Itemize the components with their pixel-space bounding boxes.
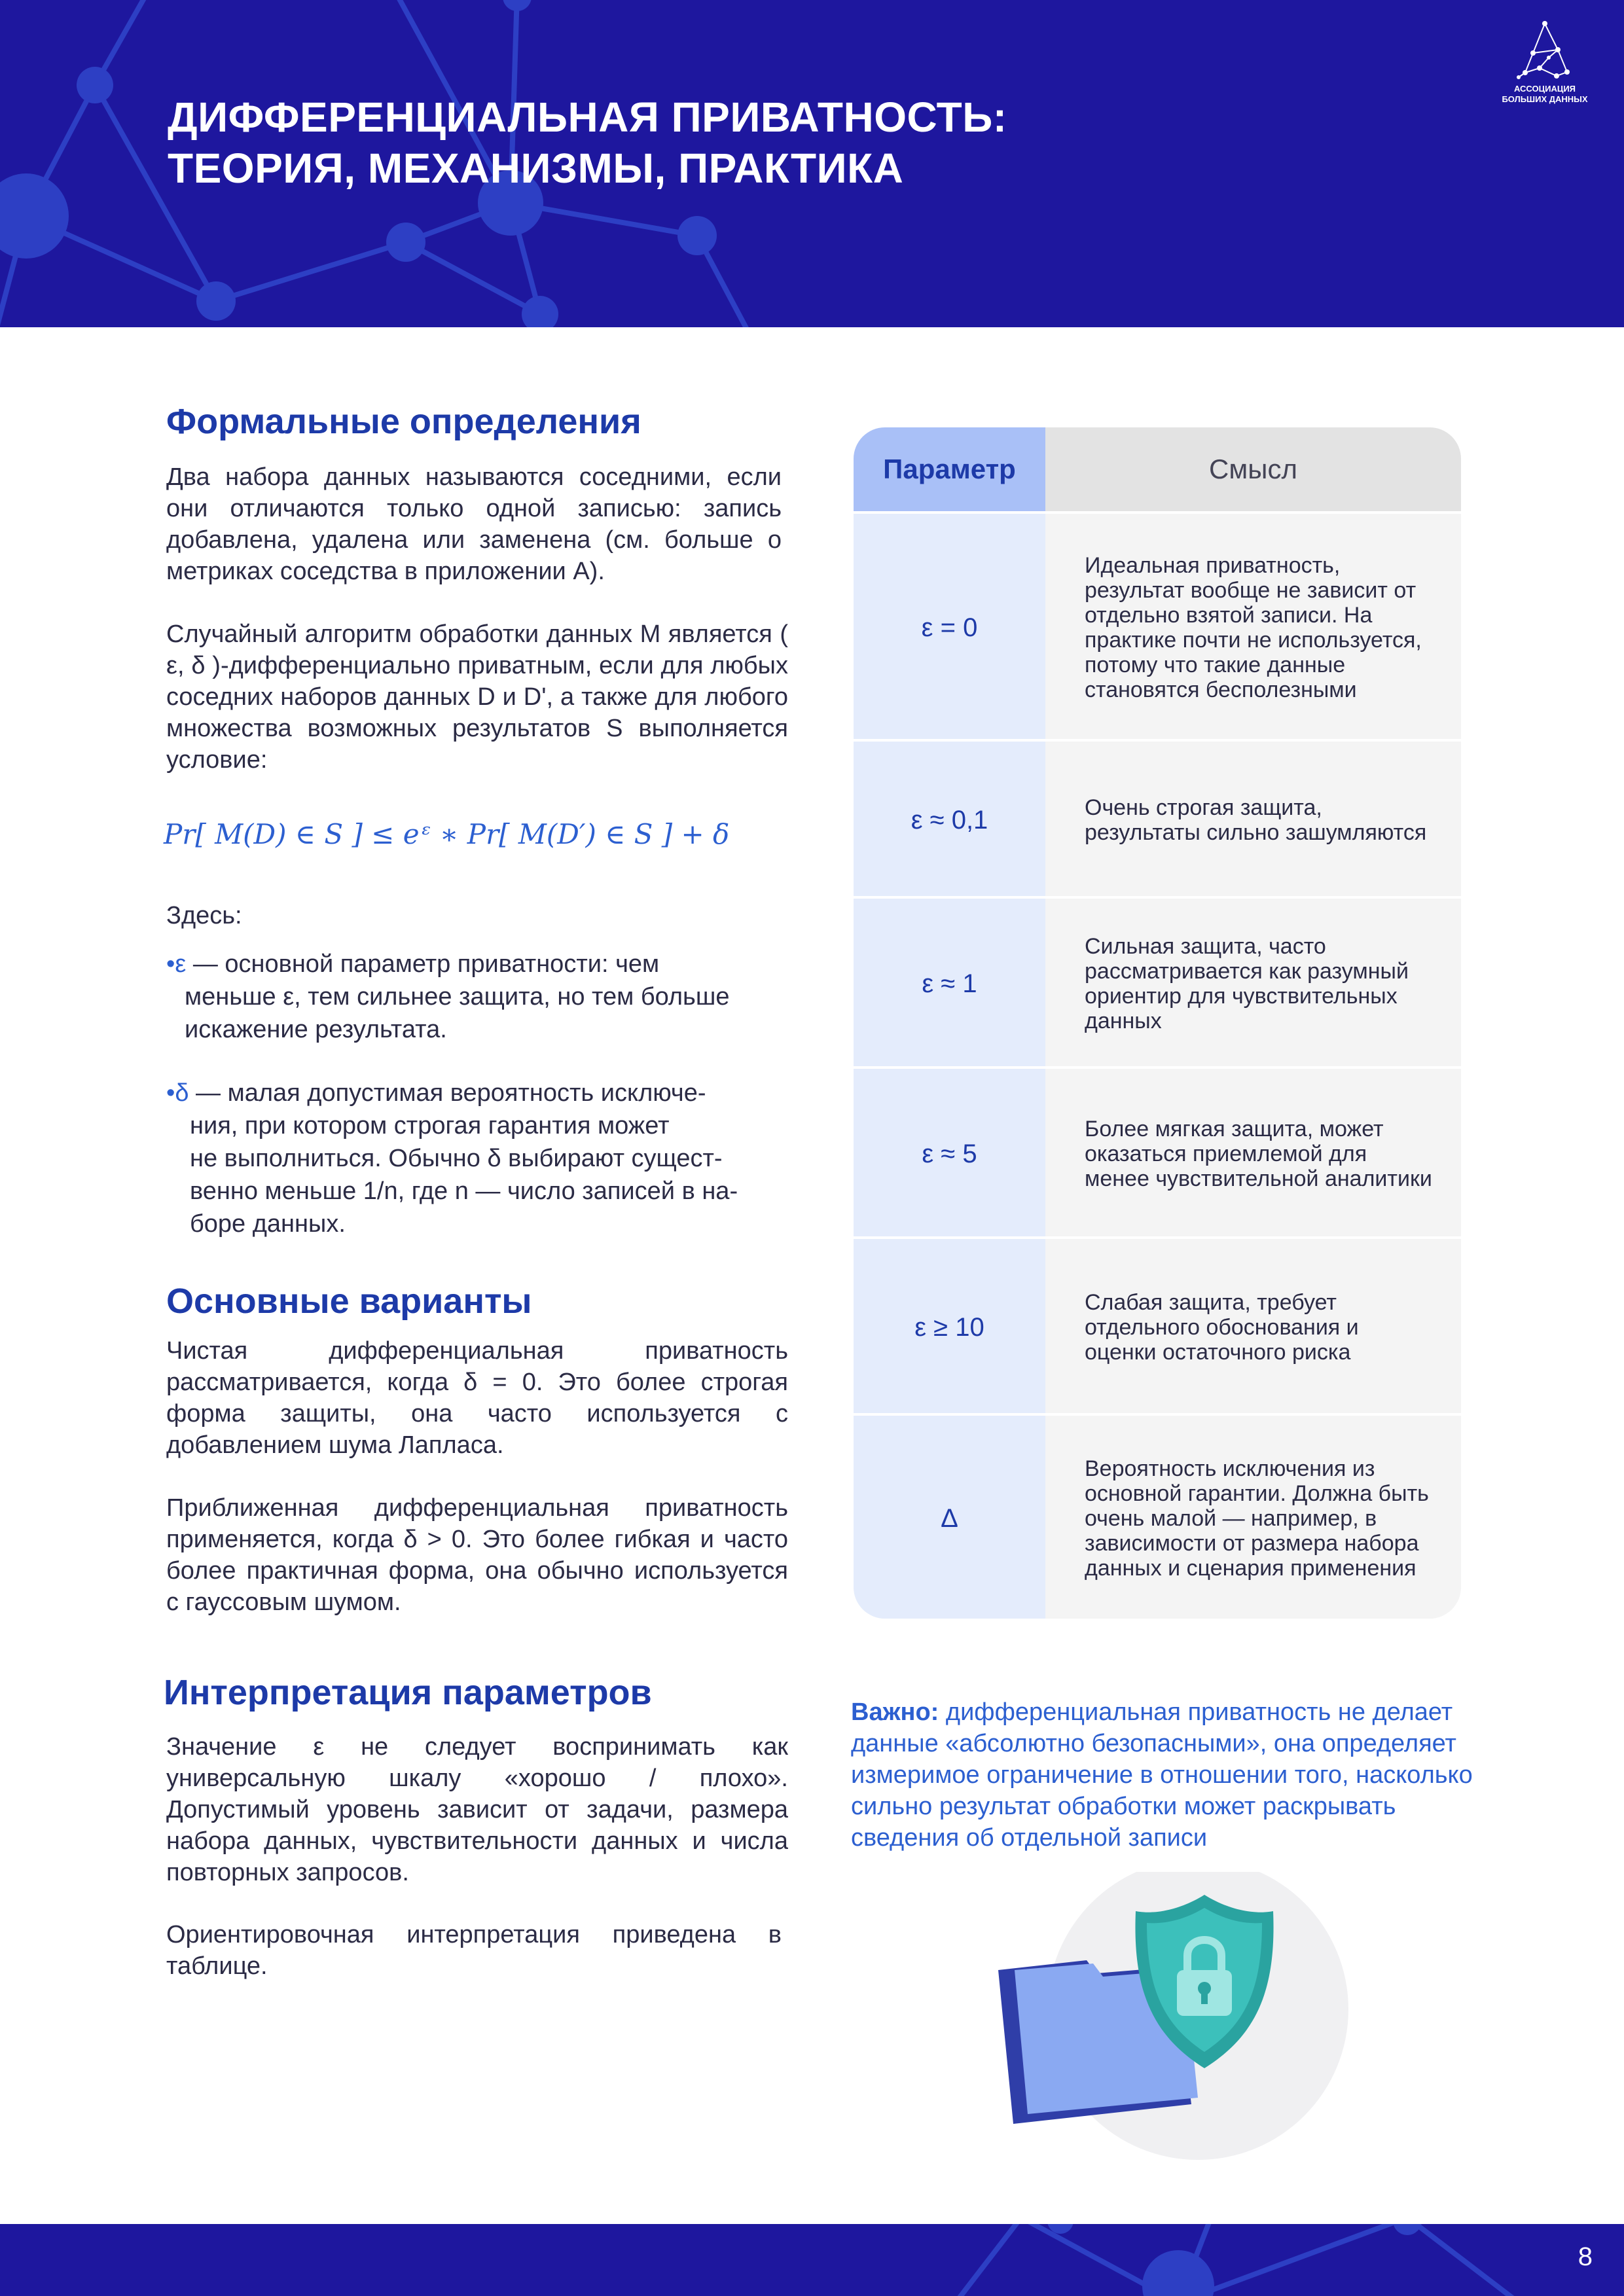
bullet-epsilon [166,948,795,1046]
section-heading-variants: Основные варианты [166,1282,532,1321]
table-cell-meaning-text: Вероятность исключения из основной гарантии. Должна быть очень малой — например, в зависимости от размера набора данных и сценария применения [1085,1456,1429,1581]
bullet-delta-line-4: венно меньше 1/n, где n — число записей в на- [190,1177,738,1205]
section-heading-interpretation: Интерпретация параметров [164,1673,652,1712]
table-cell-param: ε ≈ 5 [854,1069,1045,1239]
bullet-epsilon-line-2: меньше ε, тем сильнее защита, но тем больше [185,983,730,1011]
table-cell-param: ε = 0 [854,514,1045,742]
table-row [854,896,1461,1069]
title-line-1: ДИФФЕРЕНЦИАЛЬНАЯ ПРИВАТНОСТЬ: [168,94,1007,141]
bullet-delta-line-3: не выполниться. Обычно δ выбирают сущест- [190,1145,723,1172]
table-cell-meaning [1045,1069,1461,1239]
table-cell-meaning-text: Сильная защита, часто рассматривается как разумный ориентир для чувствительных данных [1085,934,1409,1033]
bullet-delta-line-2: ния, при котором строгая гарантия может [190,1112,670,1139]
privacy-illustration [982,1872,1348,2160]
bullet-delta [166,1077,795,1240]
important-text: дифференциальная приватность не делает данные «абсолютно безопасными», она определяет измеримое ограничение в отношении того, насколько сильно результат обработки может раскрывать сведения об отдельной записи [851,1698,1473,1852]
delta-symbol: δ [175,1079,189,1107]
logo-text [1499,84,1591,105]
table-cell-meaning-text: Слабая защита, требует отдельного обоснования и оценки остаточного риска [1085,1290,1359,1365]
table-cell-meaning [1045,514,1461,742]
table-header-meaning: Смысл [1045,427,1461,511]
important-label: Важно: [851,1698,939,1726]
bullet-delta-line-5: боре данных. [190,1210,346,1238]
table-cell-meaning [1045,899,1461,1069]
table-cell-meaning-text: Очень строгая защита, результаты сильно зашумляются [1085,795,1427,845]
formal-paragraph-1: Два набора данных называются соседними, если они отличаются только одной записью: запись добавлена, удалена или заменена (см. больше о метриках соседства в приложении А). [166,463,782,585]
bullet-dot: • [166,1079,175,1107]
table-cell-param: Δ [854,1416,1045,1619]
table-row [854,511,1461,742]
page-footer [0,2224,1624,2296]
table-cell-meaning-text: Идеальная приватность, результат вообще не зависит от отдельно взятой записи. На практике почти не используется, потому что такие данные становятся бесполезными [1085,553,1422,702]
bullet-epsilon-line-3: искажение результата. [185,1016,447,1043]
page-title [168,92,1007,194]
page-header [0,0,1624,327]
title-line-2: ТЕОРИЯ, МЕХАНИЗМЫ, ПРАКТИКА [168,145,904,192]
table-cell-param: ε ≥ 10 [854,1239,1045,1416]
formal-paragraph-2: Случайный алгоритм обработки данных M является ( ε, δ )-дифференциально приватным, если для любых соседних наборов данных D и D', а также для любого множества возможных результатов S выполняется условие: [166,620,788,774]
interpretation-paragraph-1: Значение ε не следует воспринимать как универсальную шкалу «хорошо / плохо». Допустимый уровень зависит от задачи, размера набора данных, чувствительности данных и числа повторных запросов. [166,1733,788,1886]
bullet-epsilon-line-1: — основной параметр приватности: чем [186,950,660,978]
table-row [854,1236,1461,1416]
table-row [854,1413,1461,1619]
bullet-delta-line-1: — малая допустимая вероятность исключе- [189,1079,706,1107]
variants-paragraph-2: Приближенная дифференциальная приватность применяется, когда δ > 0. Это более гибкая и часто более практичная форма, она обычно используется с гауссовым шумом. [166,1494,788,1616]
dp-formula: Pr[ M(D) ∈ S ] ≤ eᵋ ∗ Pr[ M(D′) ∈ S ] + δ [164,818,730,850]
table-row [854,1066,1461,1239]
here-label: Здесь: [166,902,242,929]
table-cell-meaning [1045,742,1461,899]
table-cell-meaning-text: Более мягкая защита, может оказаться приемлемой для менее чувствительной аналитики [1085,1117,1432,1191]
table-cell-param: ε ≈ 1 [854,899,1045,1069]
variants-paragraph-1: Чистая дифференциальная приватность рассматривается, когда δ = 0. Это более строгая форма защиты, она часто используется с добавлением шума Лапласа. [166,1337,788,1459]
logo-line-1: АССОЦИАЦИЯ [1513,84,1576,94]
bullet-dot: • [166,950,175,978]
table-cell-meaning [1045,1416,1461,1619]
interpretation-paragraph-2: Ориентировочная интерпретация приведена в таблице. [166,1921,782,1980]
epsilon-symbol: ε [175,950,187,978]
table-header-param: Параметр [854,427,1045,511]
table-row [854,739,1461,899]
table-cell-param: ε ≈ 0,1 [854,742,1045,899]
table-cell-meaning [1045,1239,1461,1416]
section-heading-formal: Формальные определения [166,402,641,441]
epsilon-table [854,427,1461,1619]
network-decoration [0,2224,1624,2296]
logo-line-2: БОЛЬШИХ ДАННЫХ [1502,94,1588,104]
page-number: 8 [1578,2242,1593,2271]
table-header-row [854,427,1461,511]
important-note [851,1696,1473,1854]
